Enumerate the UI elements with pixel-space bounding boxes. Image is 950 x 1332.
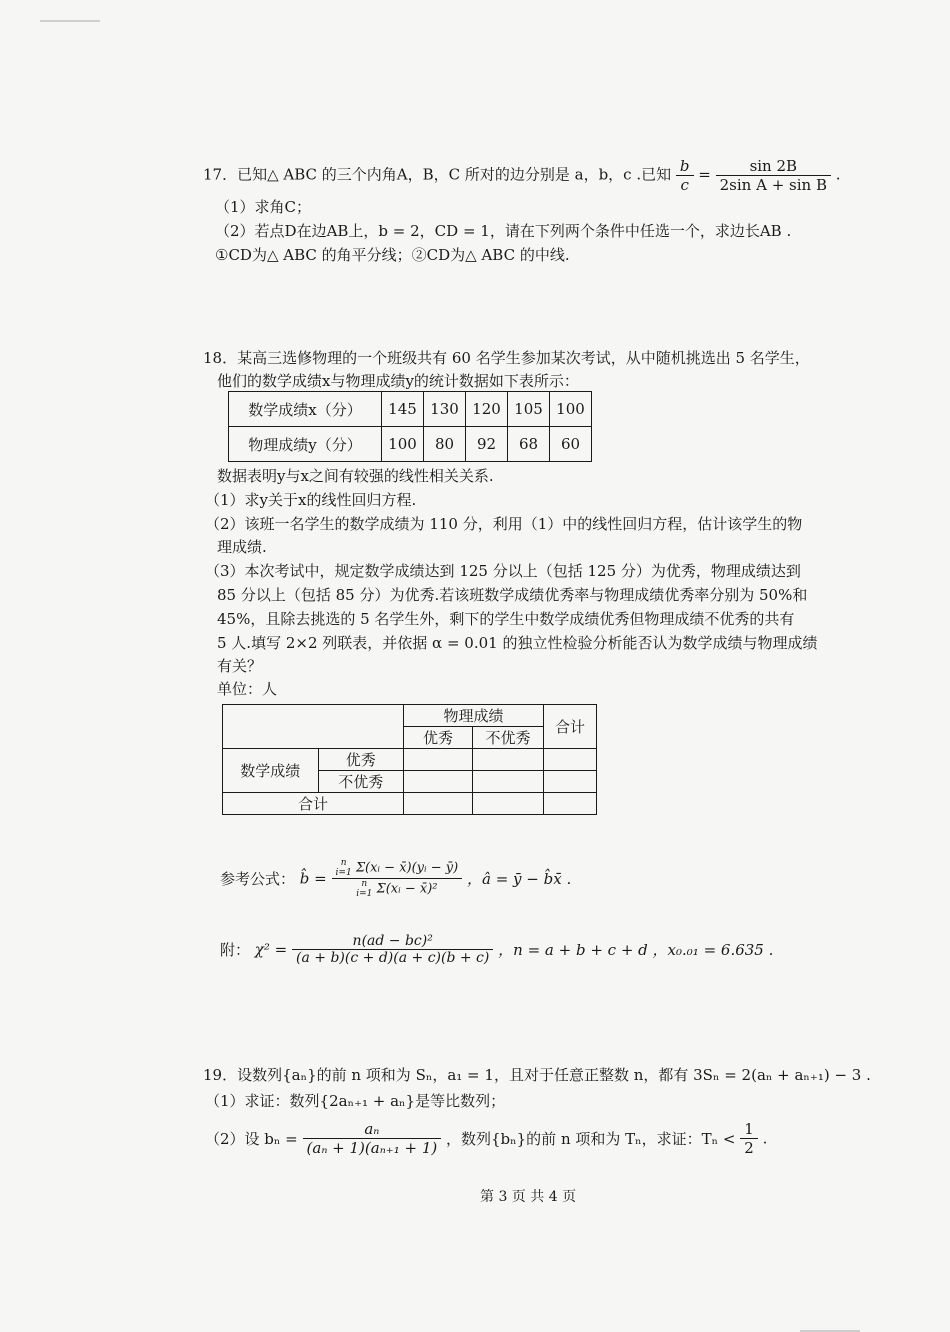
- q18-part3a: （3）本次考试中，规定数学成绩达到 125 分以上（包括 125 分）为优秀，物理成绩达到: [205, 562, 801, 580]
- q18-part3c: 45%，且除去挑选的 5 名学生外，剩下的学生中数学成绩优秀但物理成绩不优秀的共有: [217, 610, 795, 628]
- summation-limits: n i=1: [356, 879, 373, 899]
- table-header: 合计: [223, 793, 404, 815]
- table-cell: 92: [466, 427, 508, 462]
- table-cell: 130: [424, 392, 466, 427]
- summation-limits: n i=1: [335, 858, 352, 878]
- chi-square-formula: [220, 933, 773, 966]
- table-header: 优秀: [318, 749, 403, 771]
- table-cell: 60: [550, 427, 592, 462]
- table-cell: 145: [382, 392, 424, 427]
- table-cell: 68: [508, 427, 550, 462]
- table-cell: [473, 771, 544, 793]
- table-cell: [404, 793, 473, 815]
- table-row: [229, 392, 592, 427]
- table-row-label: 物理成绩y（分）: [229, 427, 382, 462]
- q17-intro: 17．已知△ ABC 的三个内角A，B，C 所对的边分别是 a，b，c .已知: [203, 165, 672, 184]
- q17-part2: （2）若点D在边AB上，b = 2，CD = 1，请在下列两个条件中任选一个，求边长AB .: [215, 222, 792, 240]
- table-row: [223, 793, 597, 815]
- table-header: 优秀: [404, 727, 473, 749]
- table-cell: 120: [466, 392, 508, 427]
- table-cell: [544, 793, 597, 815]
- q17-fraction-sin: $\frac{\sin 2B}{\text{2sin A + sin B}}$: [716, 157, 831, 194]
- table-cell: 80: [424, 427, 466, 462]
- q18-score-table: [228, 391, 592, 462]
- chi-symbol: χ² =: [254, 940, 288, 959]
- q18-part3e: 有关？: [217, 657, 263, 675]
- table-header: 不优秀: [473, 727, 544, 749]
- q19-intro: 19．设数列{aₙ}的前 n 项和为 Sₙ，a₁ = 1，且对于任意正整数 n，都有 3Sₙ = 2(aₙ + aₙ₊₁) − 3 .: [203, 1066, 871, 1084]
- table-cell: [544, 771, 597, 793]
- chi-params: ，n = a + b + c + d ，x₀.₀₁ = 6.635 .: [498, 941, 774, 959]
- reference-formula: [220, 858, 571, 899]
- table-cell: 100: [550, 392, 592, 427]
- q19-part1: （1）求证：数列{2aₙ₊₁ + aₙ}是等比数列；: [205, 1092, 506, 1110]
- table-row: [223, 705, 597, 727]
- q18-part3d: 5 人.填写 2×2 列联表，并依据 α = 0.01 的独立性检验分析能否认为数学成绩与物理成绩: [217, 634, 818, 652]
- b-hat-fraction: n i=1 Σ(xᵢ − x̄)(yᵢ − ȳ) n i=1 Σ(xᵢ − x̄)²: [332, 858, 463, 899]
- q18-part1: （1）求y关于x的线性回归方程.: [205, 491, 417, 509]
- table-row: [223, 749, 597, 771]
- contingency-table: [222, 704, 597, 815]
- q18-intro-2: 他们的数学成绩x与物理成绩y的统计数据如下表所示：: [217, 372, 579, 390]
- table-cell: [473, 793, 544, 815]
- table-header: 物理成绩: [404, 705, 544, 727]
- q17-conditions: ①CD为△ ABC 的角平分线；②CD为△ ABC 的中线.: [215, 246, 570, 264]
- q18-part2a: （2）该班一名学生的数学成绩为 110 分，利用（1）中的线性回归方程，估计该学生的物: [205, 515, 803, 533]
- table-header: 合计: [544, 705, 597, 749]
- one-half-fraction: $\frac{1}{2}$: [740, 1120, 758, 1157]
- b-hat-symbol: b̂ =: [299, 869, 327, 888]
- scan-mark: [40, 20, 100, 22]
- q18-part2b: 理成绩.: [217, 538, 267, 556]
- formula-label: 参考公式：: [220, 870, 296, 888]
- appendix-label: 附：: [220, 941, 251, 959]
- table-cell: [404, 749, 473, 771]
- table-row-label: 数学成绩x（分）: [229, 392, 382, 427]
- a-hat-formula: ，â = ȳ − b̂x̄ .: [466, 870, 572, 888]
- table-cell: [473, 749, 544, 771]
- q18-unit: 单位：人: [217, 680, 278, 698]
- bn-fraction: $\frac{\text{aₙ}}{\text{(aₙ + 1)(aₙ₊₁ + 1)}}$: [303, 1120, 442, 1157]
- q17-fraction-b-over-c: $\frac{b}{c}$: [676, 157, 694, 194]
- q19-part2: （2）设 bₙ = $\frac{\text{aₙ}}{\text{(aₙ + 1)(aₙ₊₁ + 1)}}$ ，数列{bₙ}的前 n 项和为 Tₙ，求证：Tₙ < $\frac{1}{2}$ .: [205, 1120, 768, 1157]
- q17-part1: （1）求角C；: [215, 198, 312, 216]
- q17-intro-line: 17．已知△ ABC 的三个内角A，B，C 所对的边分别是 a，b，c .已知 $\frac{b}{c}$ = $\frac{\sin 2B}{\text{2sin A + sin B}}$ .: [203, 157, 841, 194]
- q18-note: 数据表明y与x之间有较强的线性相关关系.: [217, 467, 494, 485]
- chi-fraction: $\frac{\text{n(ad − bc)²}}{(a + b)(c + d)(a + c)(b + c)}$: [292, 933, 493, 966]
- table-corner-cell: [223, 705, 404, 749]
- table-row: [229, 427, 592, 462]
- page-footer: 第 3 页 共 4 页: [480, 1189, 577, 1205]
- q18-part3b: 85 分以上（包括 85 分）为优秀.若该班数学成绩优秀率与物理成绩优秀率分别为 50%和: [217, 586, 808, 604]
- q18-intro-1: 18．某高三选修物理的一个班级共有 60 名学生参加某次考试，从中随机挑选出 5 名学生，: [203, 349, 810, 367]
- table-header: 不优秀: [318, 771, 403, 793]
- table-cell: [544, 749, 597, 771]
- table-cell: 100: [382, 427, 424, 462]
- table-cell: 105: [508, 392, 550, 427]
- table-header: 数学成绩: [223, 749, 319, 793]
- table-cell: [404, 771, 473, 793]
